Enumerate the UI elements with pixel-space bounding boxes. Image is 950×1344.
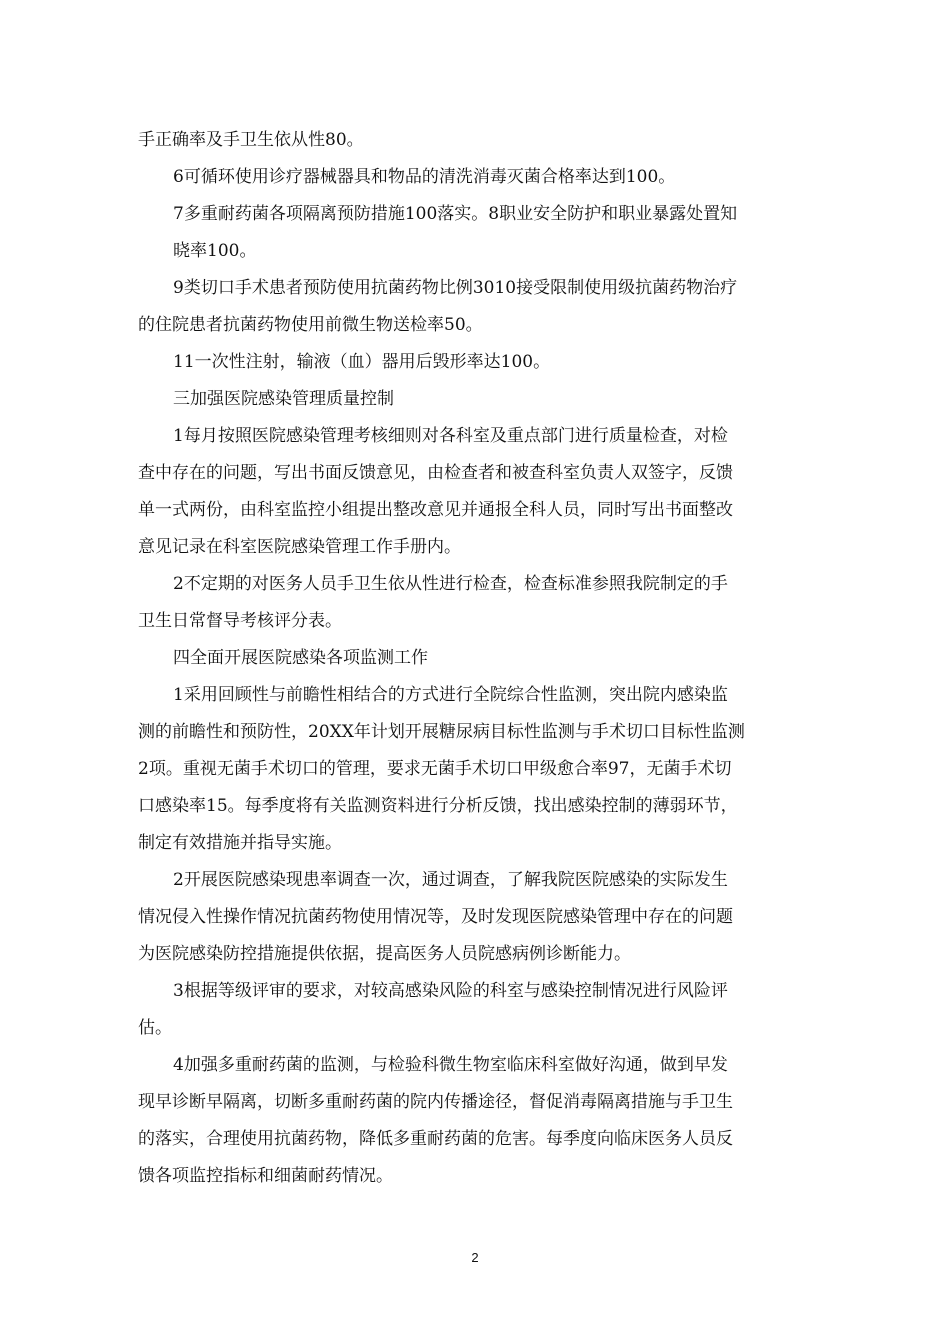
text-line: 4加强多重耐药菌的监测，与检验科微生物室临床科室做好沟通，做到早发 — [173, 1055, 728, 1075]
text-line: 1采用回顾性与前瞻性相结合的方式进行全院综合性监测，突出院内感染监 — [173, 685, 728, 705]
text-line: 口感染率15。每季度将有关监测资料进行分析反馈，找出感染控制的薄弱环节， — [138, 796, 738, 816]
text-line: 2开展医院感染现患率调查一次，通过调查，了解我院医院感染的实际发生 — [173, 870, 728, 890]
text-line: 制定有效措施并指导实施。 — [138, 833, 342, 853]
text-line: 为医院感染防控措施提供依据，提高医务人员院感病例诊断能力。 — [138, 944, 631, 964]
page-number: 2 — [471, 1250, 479, 1265]
text-line: 测的前瞻性和预防性，20XX年计划开展糖尿病目标性监测与手术切口目标性监测 — [138, 722, 745, 742]
text-line: 9类切口手术患者预防使用抗菌药物比例3010接受限制使用级抗菌药物治疗 — [173, 278, 738, 298]
text-line: 7多重耐药菌各项隔离预防措施100落实。8职业安全防护和职业暴露处置知 — [173, 204, 738, 224]
text-line: 意见记录在科室医院感染管理工作手册内。 — [138, 537, 461, 557]
text-line: 6可循环使用诊疗器械器具和物品的清洗消毒灭菌合格率达到100。 — [173, 167, 676, 187]
text-line: 11一次性注射，输液（血）器用后毁形率达100。 — [173, 352, 551, 372]
text-line: 2不定期的对医务人员手卫生依从性进行检查，检查标准参照我院制定的手 — [173, 574, 728, 594]
text-line: 手正确率及手卫生依从性80。 — [138, 130, 364, 150]
text-line: 单一式两份，由科室监控小组提出整改意见并通报全科人员，同时写出书面整改 — [138, 500, 733, 520]
text-line: 2项。重视无菌手术切口的管理，要求无菌手术切口甲级愈合率97，无菌手术切 — [138, 759, 732, 779]
text-line: 的落实，合理使用抗菌药物，降低多重耐药菌的危害。每季度向临床医务人员反 — [138, 1129, 733, 1149]
text-line: 1每月按照医院感染管理考核细则对各科室及重点部门进行质量检查，对检 — [173, 426, 728, 446]
text-line: 情况侵入性操作情况抗菌药物使用情况等，及时发现医院感染管理中存在的问题 — [138, 907, 733, 927]
text-line: 馈各项监控指标和细菌耐药情况。 — [138, 1166, 393, 1186]
section-heading: 四全面开展医院感染各项监测工作 — [173, 648, 428, 668]
section-heading: 三加强医院感染管理质量控制 — [173, 389, 394, 409]
text-line: 卫生日常督导考核评分表。 — [138, 611, 342, 631]
text-line: 的住院患者抗菌药物使用前微生物送检率50。 — [138, 315, 483, 335]
text-line: 估。 — [138, 1018, 172, 1038]
text-line: 查中存在的问题，写出书面反馈意见，由检查者和被查科室负责人双签字，反馈 — [138, 463, 733, 483]
text-line: 现早诊断早隔离，切断多重耐药菌的院内传播途径，督促消毒隔离措施与手卫生 — [138, 1092, 733, 1112]
text-line: 3根据等级评审的要求，对较高感染风险的科室与感染控制情况进行风险评 — [173, 981, 728, 1001]
text-line: 晓率100。 — [173, 241, 257, 261]
